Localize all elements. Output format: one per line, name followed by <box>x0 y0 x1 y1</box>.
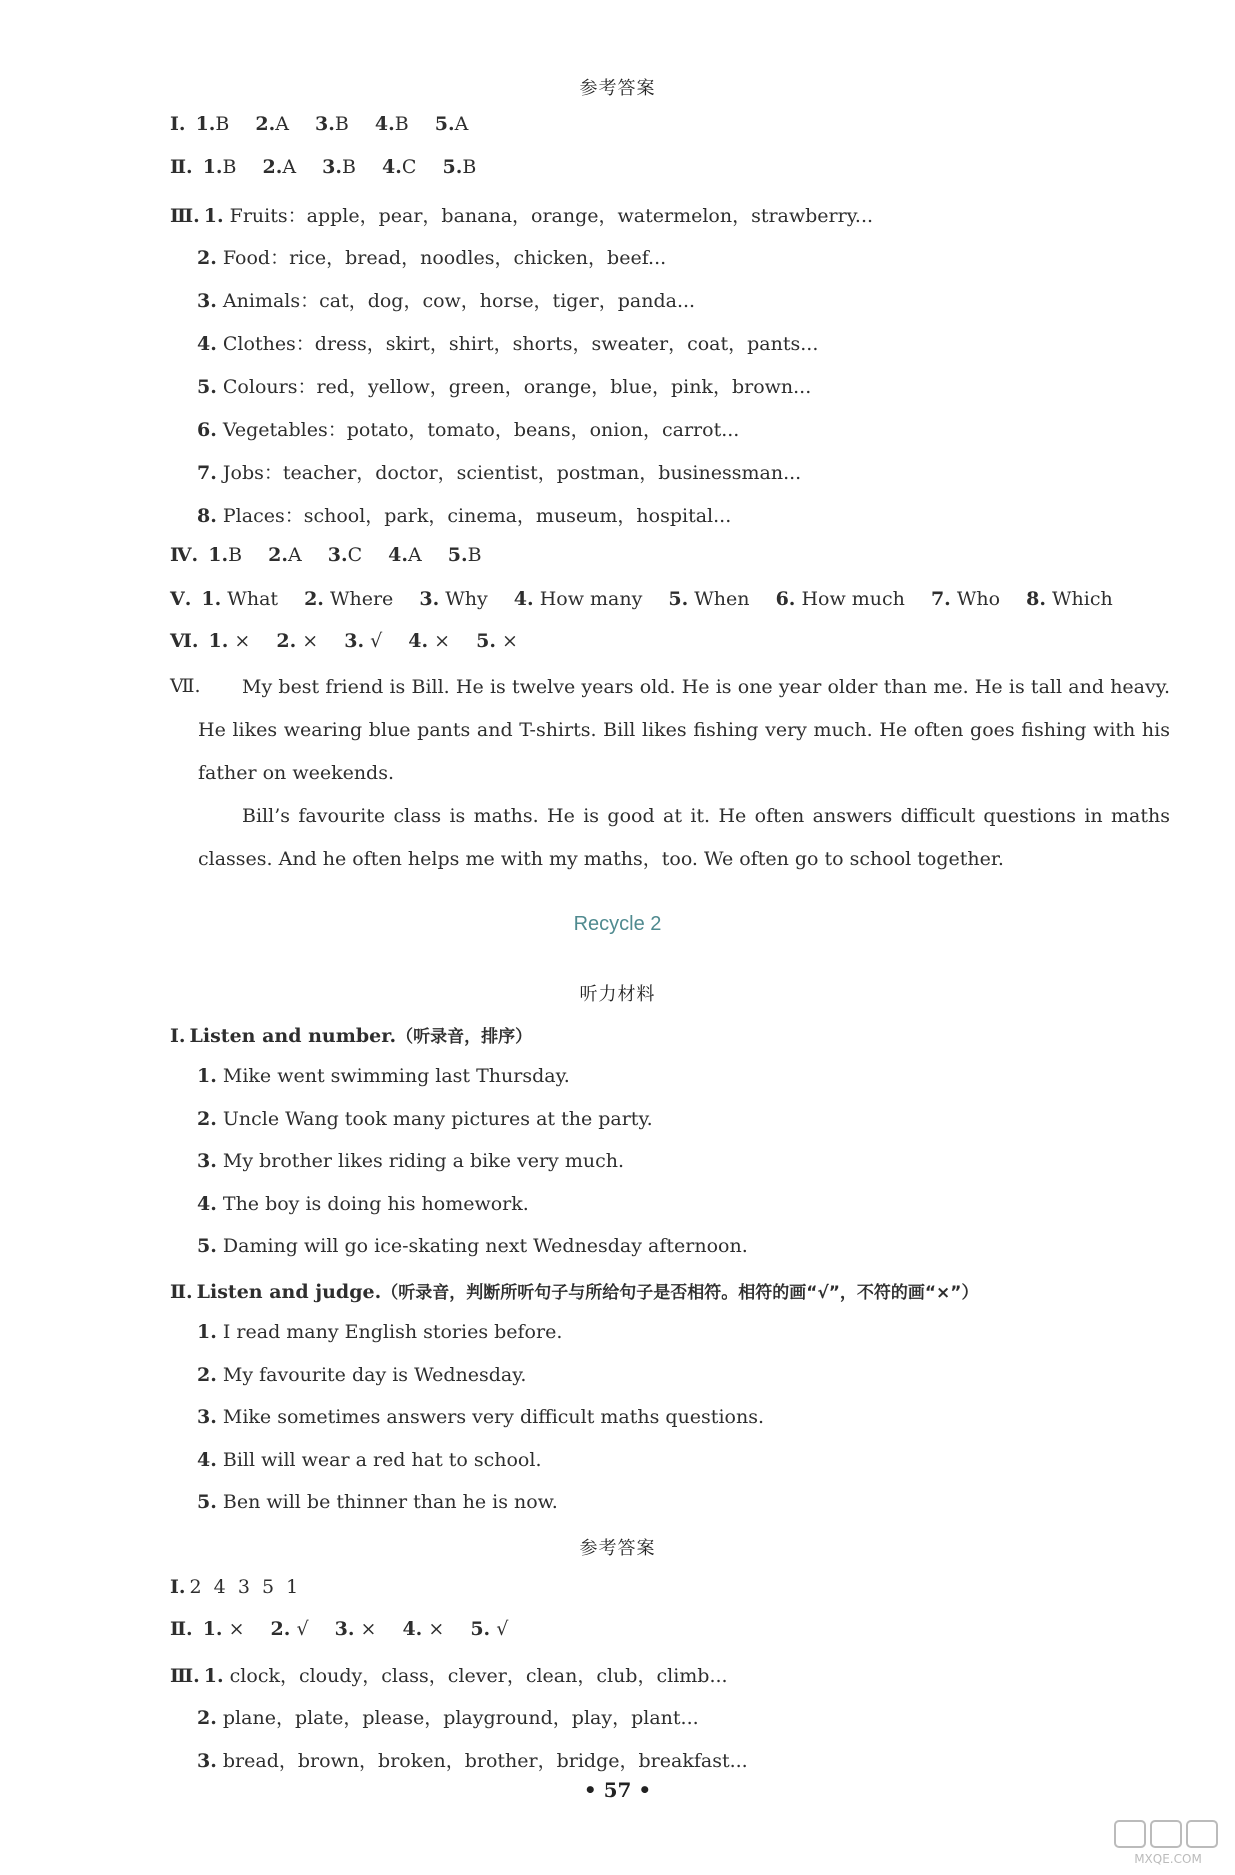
answer2-row-III-3: 3. bread，brown，broken，brother，bridge，breakfast... <box>197 1750 748 1772</box>
answer-item: 1. × <box>208 630 251 652</box>
numeral: Ⅱ. <box>170 156 193 178</box>
numeral: Ⅴ. <box>170 588 192 610</box>
answer-item: 4.B <box>374 113 409 135</box>
svg-text:MXQE.COM: MXQE.COM <box>1134 1852 1202 1866</box>
answer-item: 5.B <box>447 544 482 566</box>
listening-heading: 听力材料 <box>579 984 656 1005</box>
answer-item: 2.A <box>262 156 297 178</box>
listening-I-line: 5. Daming will go ice-skating next Wednesday afternoon. <box>197 1235 748 1257</box>
numeral-VII: Ⅶ. <box>170 675 201 697</box>
watermark-logo <box>1113 1817 1223 1867</box>
answer-item: 4. How many <box>513 588 643 610</box>
answer-item: 1.B <box>195 113 230 135</box>
section-title-recycle: Recycle 2 <box>573 913 662 935</box>
answer-heading-1: 参考答案 <box>579 78 656 99</box>
answer-item: 1. What <box>201 588 279 610</box>
answer-row-III-3: 3. Animals：cat，dog，cow，horse，tiger，panda... <box>197 290 696 312</box>
answer-item: 4. × <box>402 1618 445 1640</box>
answer2-row-II: Ⅱ. 1. × 2. √ 3. × 4. × 5. √ <box>170 1618 509 1640</box>
listening-I-line: 2. Uncle Wang took many pictures at the party. <box>197 1108 653 1130</box>
listening-II-title: Ⅱ. Listen and judge.（听录音，判断所听句子与所给句子是否相符。相符的画“√”，不符的画“×”） <box>170 1281 979 1303</box>
answer2-row-III-2: 2. plane，plate，please，playground，play，plant... <box>197 1707 699 1729</box>
answer-item: 1.B <box>208 544 243 566</box>
answer-heading-2: 参考答案 <box>579 1538 656 1559</box>
answer-item: 4.A <box>388 544 422 566</box>
listening-I-title: Ⅰ. Listen and number.（听录音，排序） <box>170 1025 533 1047</box>
answer-row-III-7: 7. Jobs：teacher，doctor，scientist，postman，businessman... <box>197 462 802 484</box>
numeral: Ⅰ. <box>170 113 186 135</box>
listening-I-line: 3. My brother likes riding a bike very much. <box>197 1150 624 1172</box>
answer-item: 5. √ <box>470 1618 509 1640</box>
answer-item: 2. × <box>276 630 319 652</box>
essay-paragraph-1: My best friend is Bill. He is twelve years old. He is one year older than me. He is tall and heavy. He likes wearing blue pants and T-shirts. Bill likes fishing very much. He often goes fishing with his father on weekends. <box>198 676 1170 784</box>
answer-item: 2.A <box>255 113 289 135</box>
numeral: Ⅳ. <box>170 544 199 566</box>
page-number: • 57 • <box>583 1778 652 1802</box>
answer-item: 4. × <box>408 630 451 652</box>
answer-row-VI <box>170 630 538 652</box>
answer-item: 2.A <box>268 544 302 566</box>
answer-item: 5. × <box>476 630 518 652</box>
answer-item: 5.B <box>442 156 477 178</box>
listening-II-line: 2. My favourite day is Wednesday. <box>197 1364 527 1386</box>
answer-item: 4.C <box>382 156 417 178</box>
answer-row-III-8: 8. Places：school，park，cinema，museum，hospital... <box>197 505 732 527</box>
answer-item: 1. × <box>202 1618 245 1640</box>
answer-row-IV <box>170 544 502 566</box>
answer-row-V <box>170 588 1133 610</box>
answer-item: 5. When <box>668 588 750 610</box>
answer-item: 1.B <box>202 156 237 178</box>
answer-item: 2. Where <box>304 588 394 610</box>
listening-II-line: 5. Ben will be thinner than he is now. <box>197 1491 558 1513</box>
answer-row-III-1: Ⅲ. 1. Fruits：apple，pear，banana，orange，watermelon，strawberry... <box>170 205 874 227</box>
listening-II-line: 4. Bill will wear a red hat to school. <box>197 1449 542 1471</box>
answer-item: 6. How much <box>775 588 905 610</box>
numeral: Ⅵ. <box>170 630 199 652</box>
answer2-row-III-1: Ⅲ. 1. clock，cloudy，class，clever，clean，club，climb... <box>170 1665 728 1687</box>
answer-item: 3. × <box>334 1618 377 1640</box>
answer-item: 3.B <box>315 113 349 135</box>
answer-item: 8. Which <box>1026 588 1113 610</box>
listening-II-line: 1. I read many English stories before. <box>197 1321 563 1343</box>
listening-I-line: 1. Mike went swimming last Thursday. <box>197 1065 570 1087</box>
answer-item: 5.A <box>434 113 469 135</box>
answer-row-III-2: 2. Food：rice，bread，noodles，chicken，beef... <box>197 247 667 269</box>
answer-row-I <box>170 113 488 135</box>
numeral: Ⅲ. <box>170 205 200 227</box>
listening-I-line: 4. The boy is doing his homework. <box>197 1193 529 1215</box>
answer2-row-I: Ⅰ. 2 4 3 5 1 <box>170 1576 299 1598</box>
answer-item: 3.C <box>327 544 363 566</box>
essay-paragraph-2: Bill’s favourite class is maths. He is good at it. He often answers difficult questions in maths classes. And he often helps me with my maths，too. We often go to school together. <box>198 805 1170 870</box>
answer-item: 7. Who <box>930 588 1001 610</box>
answer-item: 3. √ <box>344 630 383 652</box>
listening-II-line: 3. Mike sometimes answers very difficult maths questions. <box>197 1406 764 1428</box>
answer-row-II <box>170 156 496 178</box>
answer-row-III-4: 4. Clothes：dress，skirt，shirt，shorts，sweater，coat，pants... <box>197 333 819 355</box>
answer-item: 3.B <box>322 156 356 178</box>
answer-item: 3. Why <box>419 588 488 610</box>
answer-row-III-5: 5. Colours：red，yellow，green，orange，blue，pink，brown... <box>197 376 812 398</box>
answer-item: 2. √ <box>270 1618 309 1640</box>
answer-row-III-6: 6. Vegetables：potato，tomato，beans，onion，carrot... <box>197 419 740 441</box>
